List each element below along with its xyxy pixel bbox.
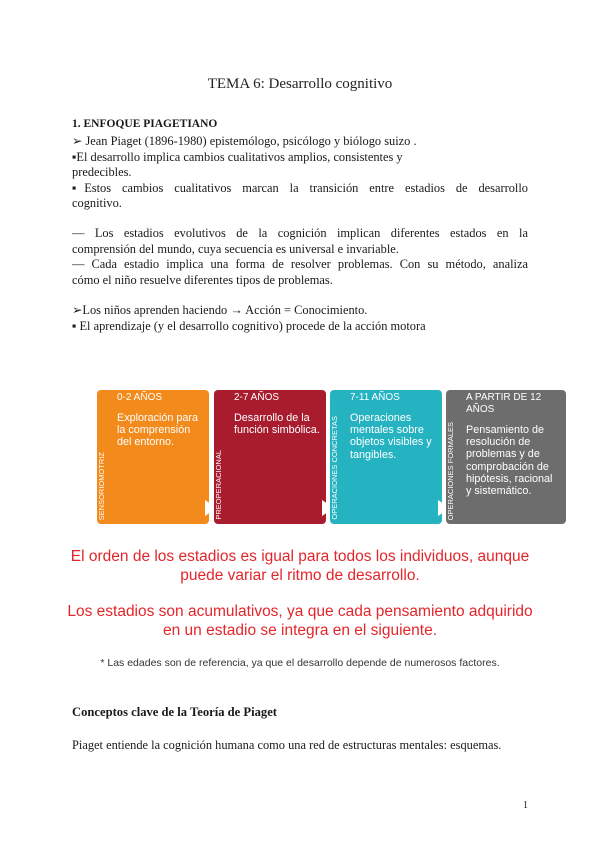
text-line: ▪El desarrollo implica cambios cualitativos amplios, consistentes y [72,149,403,164]
stage-side-label: OPERACIONES CONCRETAS [330,416,339,520]
stage-card-operaciones-formales [446,390,566,524]
section-heading: 1. ENFOQUE PIAGETIANO [72,118,218,130]
stage-age: A PARTIR DE 12 AÑOS [466,392,542,415]
red-note-cumulative: Los estadios son acumulativos, ya que cada pensamiento adquirido en un estadio se integra en el siguiente. [67,603,533,639]
stages-paragraph [72,226,528,288]
text-line: — Cada estadio implica una forma de resolver problemas. Con su método, analiza [72,257,528,272]
footnote: * Las edades son de referencia, ya que el desarrollo depende de numerosos factores. [100,657,500,669]
stage-side-label: SENSORIOMOTRIZ [97,451,106,520]
stage-description: Pensamiento de resolución de problemas y de comprobación de hipótesis, racional y sistemático. [466,424,553,498]
stage-description: Exploración para la comprensión del entorno. [117,412,199,449]
text-line: cognitivo. [72,196,122,211]
text-line: — Los estadios evolutivos de la cognición implican diferentes estados en la [72,226,528,240]
section1-paragraph [72,134,528,212]
stage-card-sensoriomotriz [97,390,209,524]
text-line: comprensión del mundo, cuya secuencia es universal e invariable. [72,241,399,256]
text-line: predecibles. [72,165,132,180]
stage-card-operaciones-concretas [330,390,442,524]
stage-side-label: OPERACIONES FORMALES [446,421,455,520]
section-heading: Conceptos clave de la Teoría de Piaget [72,705,277,719]
text-line: ▪Estos cambios cualitativos marcan la transición entre estadios de desarrollo [72,180,528,195]
red-note-order: El orden de los estadios es igual para todos los individuos, aunque puede variar el ritmo de desarrollo. [70,548,530,584]
stages-diagram [97,390,567,524]
concepts-paragraph: Piaget entiende la cognición humana como una red de estructuras mentales: esquemas. [72,738,502,752]
stage-description: Desarrollo de la función simbólica. [234,412,320,437]
page-title: TEMA 6: Desarrollo cognitivo [207,76,393,92]
text-line: cómo el niño resuelve diferentes tipos de problemas. [72,272,333,287]
stage-side-label: PREOPERACIONAL [214,450,223,520]
stage-age: 7-11 AÑOS [350,392,400,403]
stage-age: 0-2 AÑOS [117,392,163,403]
stage-age: 2-7 AÑOS [234,392,280,403]
text-line: ▪ El aprendizaje (y el desarrollo cognitivo) procede de la acción motora [72,318,426,333]
learning-paragraph [72,303,528,334]
text-line: ➢Los niños aprenden haciendo → Acción = Conocimiento. [72,303,368,317]
page-number: 1 [523,800,528,811]
stage-description: Operaciones mentales sobre objetos visibles y tangibles. [350,412,432,461]
stage-card-preoperacional [214,390,326,524]
text-line: ➢ Jean Piaget (1896-1980) epistemólogo, psicólogo y biólogo suizo . [72,134,417,148]
